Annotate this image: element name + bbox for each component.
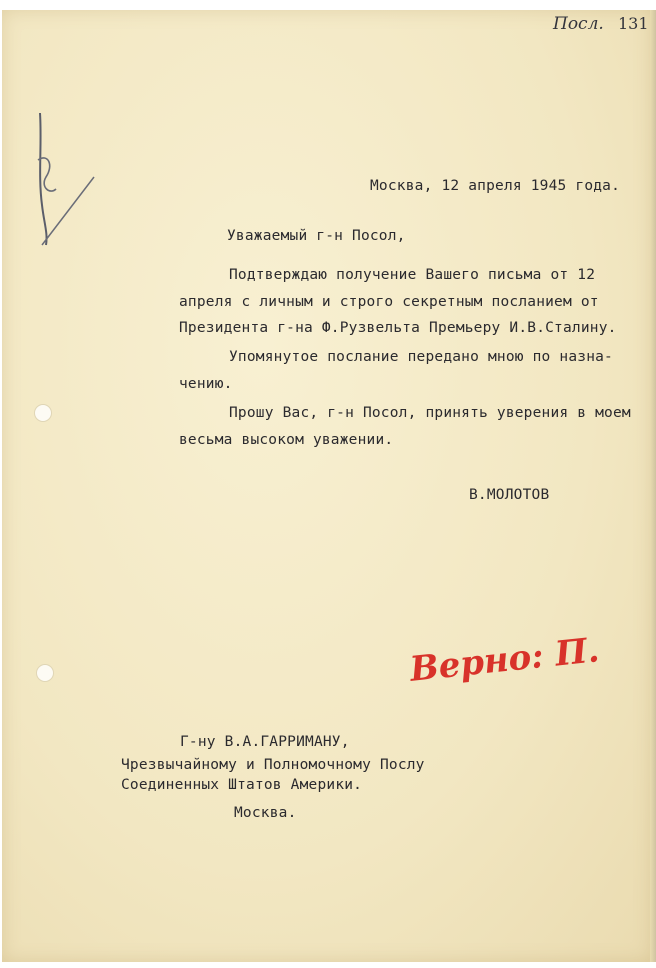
body-line: чению. xyxy=(179,376,233,392)
pencil-mark xyxy=(28,105,108,255)
archive-note: Посл. xyxy=(553,14,604,34)
body-line: Упомянутое послание передано мною по назна- xyxy=(229,349,613,365)
verification-mark: Верно: П. xyxy=(408,630,602,690)
signature: В.МОЛОТОВ xyxy=(469,487,550,503)
punch-hole xyxy=(36,664,54,682)
body-line: Прошу Вас, г-н Посол, принять уверения в моем xyxy=(229,405,631,421)
body-line: Подтверждаю получение Вашего письма от 12 xyxy=(229,267,596,283)
addressee-title: Чрезвычайному и Полномочному Послу xyxy=(121,757,425,773)
salutation: Уважаемый г-н Посол, xyxy=(227,228,406,244)
punch-hole xyxy=(34,404,52,422)
addressee-country: Соединенных Штатов Америки. xyxy=(121,777,363,793)
body-line: апреля с личным и строго секретным посланием от xyxy=(179,294,599,310)
addressee-name: Г-ну В.А.ГАРРИМАНУ, xyxy=(180,734,350,750)
date-line: Москва, 12 апреля 1945 года. xyxy=(370,178,621,194)
addressee-city: Москва. xyxy=(234,805,297,821)
body-line: Президента г-на Ф.Рузвельта Премьеру И.В.Сталину. xyxy=(179,320,617,336)
archive-number: 131 xyxy=(618,14,649,33)
page-edge xyxy=(650,10,656,962)
body-line: весьма высоком уважении. xyxy=(179,432,394,448)
